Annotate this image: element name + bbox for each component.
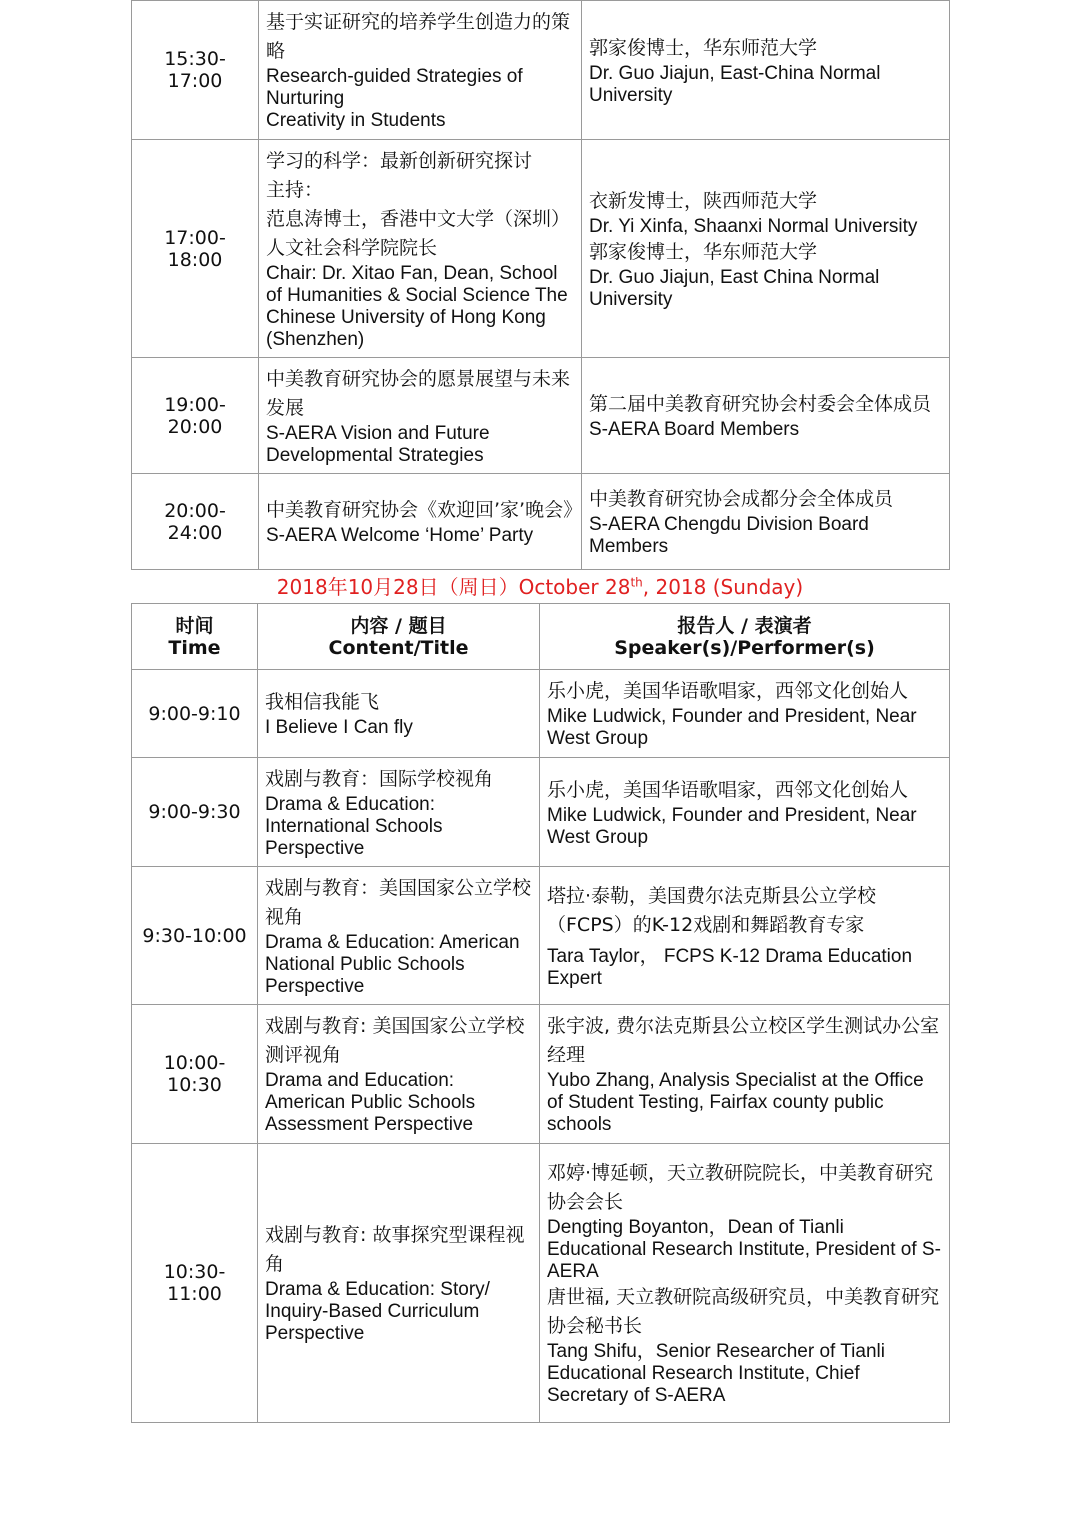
content-cell (259, 474, 582, 570)
speaker-cell (582, 1, 950, 140)
speaker-name-zh: 唐世福, 天立教研院高级研究员，中美教育研究协会秘书长 (547, 1286, 940, 1337)
content-cell (259, 358, 582, 474)
content-title-en: S-AERA Welcome ‘Home’ Party (266, 525, 534, 546)
content-title-zh: 学习的科学：最新创新研究探讨 (266, 149, 533, 172)
speaker-name-zh: 张宇波, 费尔法克斯县公立校区学生测试办公室经理 (547, 1015, 940, 1066)
content-cell (258, 1144, 540, 1423)
speaker-name-zh: 中美教育研究协会成都分会全体成员 (589, 488, 894, 510)
speaker-cell (540, 1144, 950, 1423)
content-cell (259, 1, 582, 140)
table-row (132, 1, 950, 140)
table-row (132, 867, 950, 1005)
content-cell (258, 1005, 540, 1144)
speaker-name-zh: 塔拉·泰勒，美国费尔法克斯县公立学校（FCPS）的K-12戏剧和舞蹈教育专家 (547, 884, 877, 936)
day-heading (131, 572, 949, 602)
speaker-name-zh: 郭家俊博士，华东师范大学 (589, 36, 818, 59)
table-row (132, 758, 950, 867)
time-cell: 15:30-17:00 (132, 1, 259, 140)
speaker-name-en: Tara Taylor， FCPS K-12 Drama Education Expert (547, 945, 913, 989)
content-title-zh: 中美教育研究协会《欢迎回’家’晚会》 (266, 499, 583, 521)
time-cell: 9:00-9:30 (132, 758, 258, 867)
speaker-name-zh: 衣新发博士，陕西师范大学 (589, 189, 818, 212)
table-row (132, 474, 950, 570)
table-row (132, 140, 950, 358)
header-speaker-en: Speaker(s)/Performer(s) (614, 636, 875, 659)
time-cell: 9:00-9:10 (132, 670, 258, 758)
content-title-en: Research-guided Strategies of Nurturing Creativity in Students (266, 66, 523, 131)
time-cell: 10:00-10:30 (132, 1005, 258, 1144)
day-heading-suffix: , 2018 (Sunday) (642, 575, 804, 599)
content-cell (258, 867, 540, 1005)
header-speaker-zh: 报告人 / 表演者 (677, 614, 812, 637)
header-content-zh: 内容 / 题目 (350, 614, 447, 637)
speaker-name-zh: 郭家俊博士，华东师范大学 (589, 240, 818, 263)
speaker-name-en: Dr. Guo Jiajun, East China Normal University (589, 266, 880, 310)
header-content (258, 604, 540, 670)
content-title-en: Drama and Education: American Public Schools Assessment Perspective (265, 1070, 476, 1135)
table-row (132, 670, 950, 758)
header-time (132, 604, 258, 670)
speaker-name-zh: 邓婷·博延顿，天立教研院院长，中美教育研究协会会长 (547, 1162, 934, 1213)
chair-name-zh: 范息涛博士，香港中文大学（深圳）人文社会科学院院长 (266, 207, 571, 259)
speaker-name-zh: 乐小虎，美国华语歌唱家，西邻文化创始人 (547, 778, 909, 801)
time-cell: 9:30-10:00 (132, 867, 258, 1005)
header-speaker (540, 604, 950, 670)
speaker-name-en: Tang Shifu，Senior Researcher of Tianli Educational Research Institute, Chief Secretary of S-AERA (547, 1341, 885, 1406)
speaker-name-en: Dr. Yi Xinfa, Shaanxi Normal University (589, 215, 918, 237)
time-cell: 10:30-11:00 (132, 1144, 258, 1423)
speaker-cell (582, 474, 950, 570)
content-title-zh: 戏剧与教育：美国国家公立学校视角 (265, 876, 532, 928)
table-row (132, 1144, 950, 1423)
content-title-zh: 戏剧与教育: 美国国家公立学校测评视角 (265, 1015, 525, 1066)
content-title-en: Drama & Education: American National Public Schools Perspective (265, 931, 520, 997)
day-heading-main: 2018年10月28日（周日）October 28 (276, 575, 631, 599)
content-title-en: S-AERA Vision and Future Developmental Strategies (266, 422, 490, 466)
speaker-name-zh: 第二届中美教育研究协会村委会全体成员 (589, 393, 932, 415)
chair-label-zh: 主持： (266, 178, 324, 201)
speaker-name-en: Yubo Zhang, Analysis Specialist at the Office of Student Testing, Fairfax county public schools (547, 1070, 924, 1135)
speaker-name-en: Mike Ludwick, Founder and President, Near West Group (547, 706, 917, 749)
table-row (132, 358, 950, 474)
time-cell: 20:00-24:00 (132, 474, 259, 570)
content-title-zh: 基于实证研究的培养学生创造力的策略 (266, 11, 571, 62)
content-title-en: Drama & Education: International Schools Perspective (265, 793, 443, 859)
content-cell (258, 670, 540, 758)
day-heading-ordinal: th (630, 575, 643, 590)
table-header-row (132, 604, 950, 670)
speaker-name-en: Dr. Guo Jiajun, East-China Normal University (589, 62, 881, 106)
speaker-cell (540, 670, 950, 758)
speaker-name-zh: 乐小虎，美国华语歌唱家，西邻文化创始人 (547, 680, 909, 702)
speaker-name-en: S-AERA Chengdu Division Board Members (589, 514, 869, 557)
content-cell (258, 758, 540, 867)
speaker-cell (540, 758, 950, 867)
header-time-zh: 时间 (175, 614, 214, 637)
speaker-name-en: Mike Ludwick, Founder and President, Near West Group (547, 804, 917, 848)
speaker-name-en: Dengting Boyanton，Dean of Tianli Educational Research Institute, President of S-AERA (547, 1217, 941, 1282)
time-cell: 19:00-20:00 (132, 358, 259, 474)
header-time-en: Time (168, 636, 221, 659)
speaker-cell (540, 867, 950, 1005)
content-title-en: Drama & Education: Story/ Inquiry-Based Curriculum Perspective (265, 1279, 490, 1344)
header-content-en: Content/Title (328, 636, 469, 659)
schedule-table-day2 (131, 603, 950, 1423)
content-title-zh: 我相信我能飞 (265, 691, 380, 713)
speaker-cell (540, 1005, 950, 1144)
content-cell (259, 140, 582, 358)
table-row (132, 1005, 950, 1144)
speaker-cell (582, 358, 950, 474)
schedule-table-day1 (131, 0, 950, 570)
speaker-cell (582, 140, 950, 358)
content-title-zh: 中美教育研究协会的愿景展望与未来发展 (266, 367, 571, 419)
content-title-zh: 戏剧与教育：国际学校视角 (265, 767, 494, 790)
content-title-en: I Believe I Can fly (265, 717, 413, 738)
content-title-en: Chair: Dr. Xitao Fan, Dean, School of Humanities & Social Science The Chinese University of Hong Kong (Shenzhen) (266, 262, 568, 350)
time-cell: 17:00-18:00 (132, 140, 259, 358)
content-title-zh: 戏剧与教育: 故事探究型课程视角 (265, 1224, 525, 1275)
speaker-name-en: S-AERA Board Members (589, 419, 800, 440)
